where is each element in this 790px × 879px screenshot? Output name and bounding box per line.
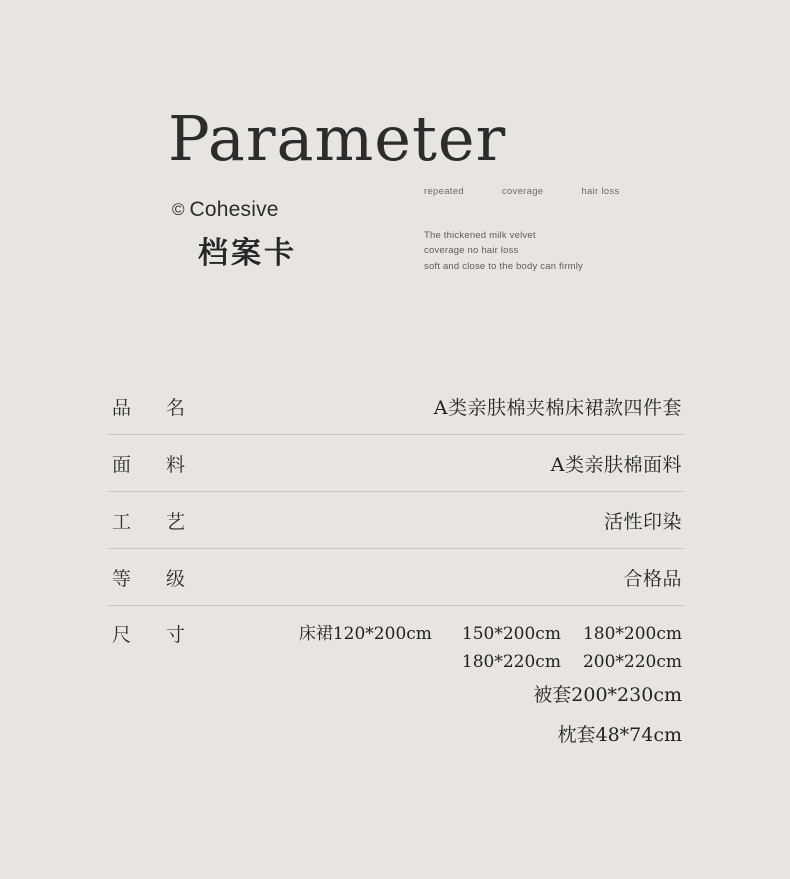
spec-label: 品 名 — [112, 396, 194, 419]
brand-row — [172, 198, 279, 222]
spec-value: A类亲肤棉面料 — [550, 453, 682, 476]
description-line: soft and close to the body can firmly — [424, 260, 583, 272]
spec-label: 等 级 — [112, 567, 194, 590]
spec-value: 合格品 — [623, 567, 682, 590]
keyword-item: repeated — [424, 186, 464, 197]
table-row — [108, 378, 684, 435]
subtitle-chinese: 档案卡 — [198, 236, 297, 271]
size-extra-line: 被套200*230cm — [533, 684, 682, 707]
size-value-block — [193, 620, 684, 756]
table-row — [108, 492, 684, 549]
description-line: The thickened milk velvet — [424, 230, 536, 241]
page-title: Parameter — [168, 102, 507, 175]
size-item: 床裙120*200cm — [298, 624, 432, 644]
size-line — [193, 648, 682, 676]
spec-table — [108, 378, 684, 770]
copyright-icon: © — [172, 200, 185, 219]
keyword-row — [424, 186, 724, 197]
spec-value: 活性印染 — [603, 510, 682, 533]
brand-name: Cohesive — [189, 198, 279, 221]
size-line — [193, 620, 682, 648]
table-row-size — [108, 606, 684, 770]
spec-label: 尺 寸 — [112, 624, 194, 646]
table-row — [108, 549, 684, 606]
description-block — [424, 228, 583, 274]
spec-label: 工 艺 — [112, 510, 194, 533]
size-item: 200*220cm — [582, 652, 682, 673]
description-line: coverage no hair loss — [424, 245, 519, 257]
keyword-item: hair loss — [581, 186, 620, 197]
spec-value: A类亲肤棉夹棉床裙款四件套 — [433, 396, 682, 419]
keyword-item: coverage — [501, 186, 544, 197]
header-block — [0, 0, 790, 330]
spec-label: 面 料 — [112, 453, 194, 476]
size-extra-line: 枕套48*74cm — [557, 723, 682, 746]
table-row — [108, 435, 684, 492]
size-item: 180*200cm — [582, 624, 682, 644]
size-item: 180*220cm — [461, 652, 561, 673]
size-item: 150*200cm — [461, 624, 561, 644]
